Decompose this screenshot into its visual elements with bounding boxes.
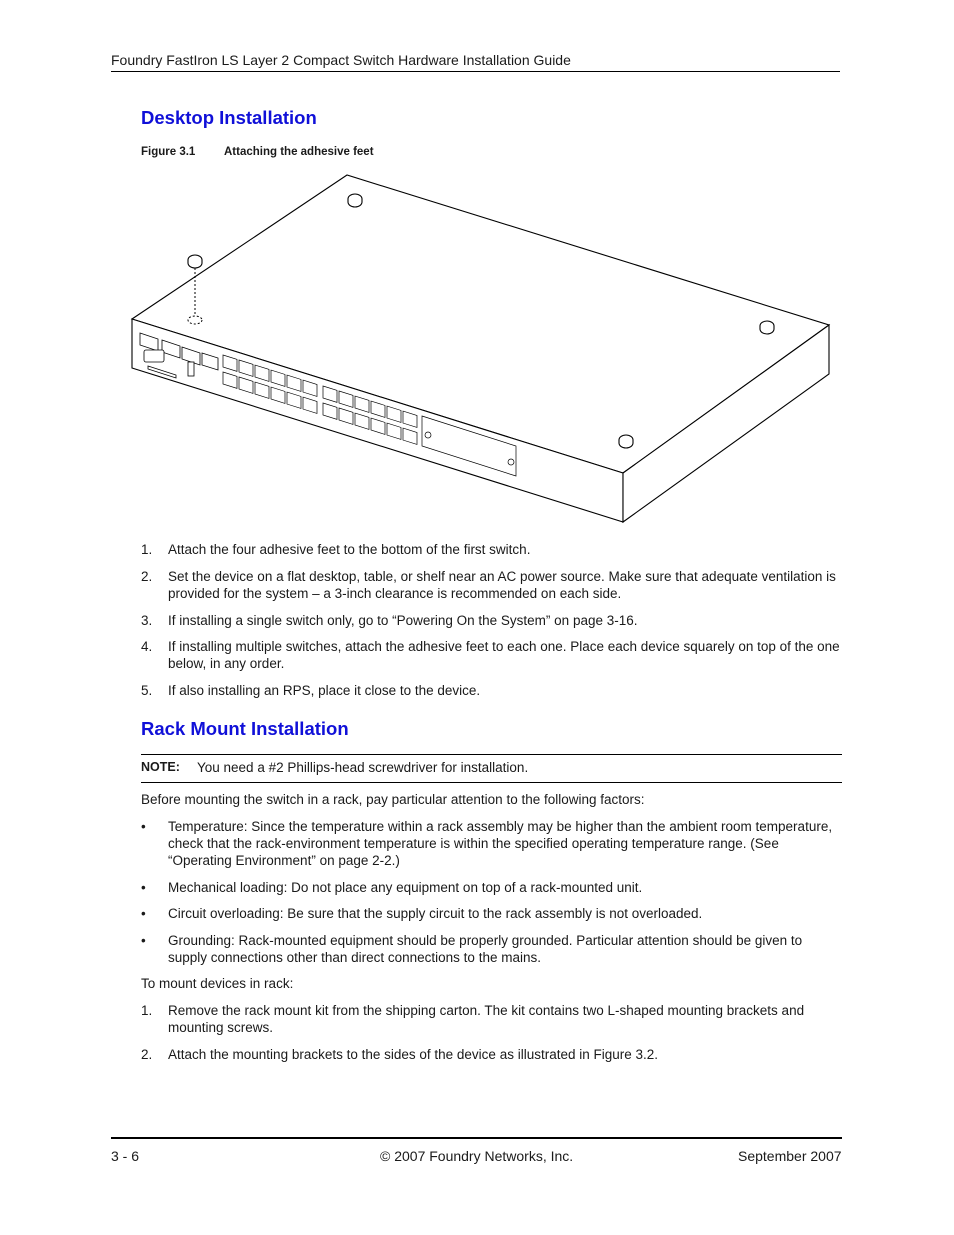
rack-steps-list <box>141 1002 841 1063</box>
switch-illustration <box>128 170 834 526</box>
list-item: • Grounding: Rack-mounted equipment should be properly grounded. Particular attention should be given to supply connections other than direct connections to the mains. <box>141 933 803 965</box>
copyright: © 2007 Foundry Networks, Inc. <box>380 1148 574 1164</box>
list-item: • Circuit overloading: Be sure that the supply circuit to the rack assembly is not overloaded. <box>141 906 703 921</box>
figure-title: Attaching the adhesive feet <box>224 146 374 158</box>
header-rule <box>111 71 840 72</box>
factors-bullet-list <box>141 818 841 966</box>
list-item: 4. If installing multiple switches, attach the adhesive feet to each one. Place each device squarely on top of the one below, in any order. <box>141 639 840 671</box>
running-header: Foundry FastIron LS Layer 2 Compact Switch Hardware Installation Guide <box>111 52 571 68</box>
note-label: NOTE: <box>141 760 180 774</box>
list-item: 1. Attach the four adhesive feet to the bottom of the first switch. <box>141 542 531 557</box>
note-box <box>141 754 842 783</box>
desktop-steps-list <box>141 541 841 699</box>
figure-number: Figure 3.1 <box>141 146 196 158</box>
list-item: 2. Set the device on a flat desktop, table, or shelf near an AC power source. Make sure that adequate ventilation is provided for the system – a 3-inch clearance is recommended on each side. <box>141 569 836 601</box>
list-item: 3. If installing a single switch only, go to “Powering On the System” on page 3-16. <box>141 613 638 628</box>
list-item: • Temperature: Since the temperature within a rack assembly may be higher than the ambient room temperature, check that the rack-environment temperature is within the specified operating temperature range. (See “Operating Environment” on page 2-2.) <box>141 819 833 868</box>
mount-lead-paragraph: To mount devices in rack: <box>141 976 294 991</box>
list-item: 5. If also installing an RPS, place it close to the device. <box>141 683 481 698</box>
footer-rule <box>111 1137 842 1139</box>
page-number: 3 - 6 <box>111 1148 140 1164</box>
desktop-installation-heading: Desktop Installation <box>141 107 317 128</box>
publication-date: September 2007 <box>738 1148 842 1164</box>
figure-caption <box>141 146 374 158</box>
list-item: 2. Attach the mounting brackets to the sides of the device as illustrated in Figure 3.2. <box>141 1047 659 1062</box>
list-item: 1. Remove the rack mount kit from the shipping carton. The kit contains two L-shaped mounting brackets and mounting screws. <box>141 1003 805 1035</box>
note-text: You need a #2 Phillips-head screwdriver for installation. <box>197 760 529 775</box>
rack-mount-installation-heading: Rack Mount Installation <box>141 718 349 739</box>
list-item: • Mechanical loading: Do not place any equipment on top of a rack-mounted unit. <box>141 880 643 895</box>
rack-intro-paragraph: Before mounting the switch in a rack, pay particular attention to the following factors: <box>141 792 645 807</box>
